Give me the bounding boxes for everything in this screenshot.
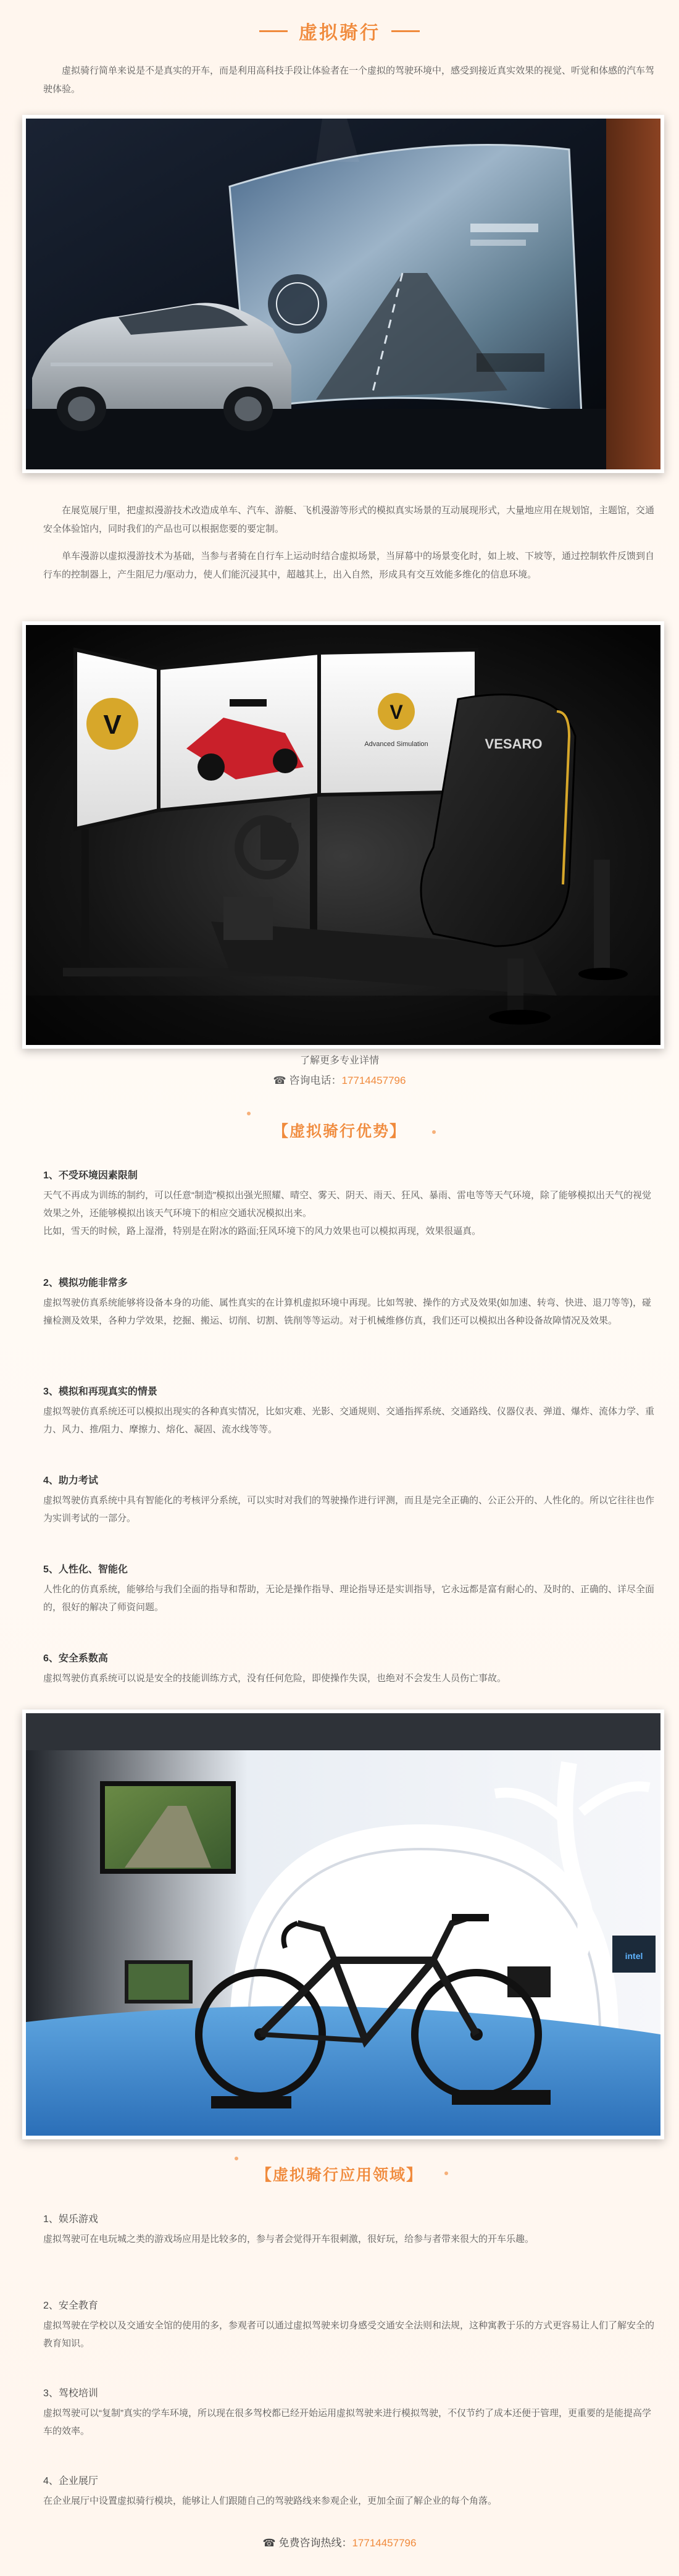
sim-logo-subtitle: Advanced Simulation xyxy=(364,740,428,748)
title-line-left xyxy=(259,30,288,32)
phone-line xyxy=(0,1072,679,1087)
application-title: 2、安全教育 xyxy=(43,2301,98,2311)
page-title-text: 虚拟骑行 xyxy=(299,23,380,43)
application-item xyxy=(43,2385,654,2440)
heading-deco-dot xyxy=(247,1112,251,1115)
footer-phone-number[interactable]: 17714457796 xyxy=(352,2537,417,2549)
phone-label: 咨询电话： xyxy=(289,1075,342,1086)
applications-heading: 【虚拟骑行应用领域】 xyxy=(256,2167,423,2184)
phone-icon: ☎ xyxy=(262,2537,276,2549)
sim-logo-left: V xyxy=(103,710,122,740)
application-body: 虚拟驾驶可以“复制”真实的学车环境，所以现在很多驾校都已经开始运用虚拟驾驶来进行模拟驾驶，不仅节约了成本还便于管理，更重要的是能提高学车的效率。 xyxy=(43,2408,651,2436)
title-line-right xyxy=(391,30,420,32)
application-title: 4、企业展厅 xyxy=(43,2476,98,2486)
advantage-body xyxy=(43,1186,654,1240)
application-item xyxy=(43,2473,654,2510)
advantage-body: 虚拟驾驶仿真系统中具有智能化的考核评分系统，可以实时对我们的驾驶操作进行评测，而且是完全正确的、公正公开的、人性化的。所以它往往也作为实训考试的一部分。 xyxy=(43,1495,655,1524)
bike-exhibition-illustration xyxy=(26,1713,660,2136)
advantages-heading: 【虚拟骑行优势】 xyxy=(272,1123,406,1140)
application-title: 1、娱乐游戏 xyxy=(43,2214,98,2225)
application-body: 虚拟驾驶可在电玩城之类的游戏场应用是比较多的，参与者会觉得开车很刺激，很好玩，给参与者带来很大的开车乐趣。 xyxy=(43,2234,535,2244)
tv-brand-text: intel xyxy=(625,1951,643,1961)
sim-logo-right: V xyxy=(389,701,403,723)
advantage-item xyxy=(43,1383,654,1438)
advantage-item xyxy=(43,1167,654,1240)
phone-icon: ☎ xyxy=(273,1075,286,1086)
application-item xyxy=(43,2297,654,2352)
advantage-title: 2、模拟功能非常多 xyxy=(43,1278,128,1288)
advantage-body: 虚拟驾驶仿真系统能够将设备本身的功能、属性真实的在计算机虚拟环境中再现。比如驾驶、操作的方式及效果(如加速、转弯、快进、退刀等等)，碰撞检测及效果，各种力学效果，挖掘、搬运、切削、切割、铣削等等运动。对于机械维修仿真，我们还可以模拟出各种设备故障情况及效果。 xyxy=(43,1298,651,1326)
car-simulator-illustration xyxy=(26,119,660,469)
application-body: 在企业展厅中设置虚拟骑行模块，能够让人们跟随自己的驾驶路线来参观企业，更加全面了解企业的每个角落。 xyxy=(43,2496,498,2506)
photo-car-simulator xyxy=(22,115,664,473)
advantage-item xyxy=(43,1472,654,1527)
advantage-body: 人性化的仿真系统，能够给与我们全面的指导和帮助，无论是操作指导、理论指导还是实训指导，它永远都是富有耐心的、及时的、正确的、详尽全面的，很好的解决了师资问题。 xyxy=(43,1584,655,1613)
application-item xyxy=(43,2211,654,2248)
learn-more-caption: 了解更多专业详情 xyxy=(299,1055,379,1066)
advantage-item xyxy=(43,1650,654,1687)
advantage-title: 3、模拟和再现真实的情景 xyxy=(43,1387,157,1397)
phone-number[interactable]: 17714457796 xyxy=(341,1075,406,1086)
advantage-title: 4、助力考试 xyxy=(43,1475,98,1486)
footer-hotline xyxy=(0,2534,679,2549)
photo-bike-exhibition xyxy=(22,1710,664,2139)
advantage-title: 1、不受环境因素限制 xyxy=(43,1170,138,1181)
advantage-body: 虚拟驾驶仿真系统可以说是安全的技能训练方式，没有任何危险，即使操作失误，也绝对不会发生人员伤亡事故。 xyxy=(43,1673,507,1684)
advantage-item xyxy=(43,1275,654,1330)
seat-brand-text: VESARO xyxy=(485,736,543,752)
heading-deco-dot xyxy=(235,2157,238,2160)
application-title: 3、驾校培训 xyxy=(43,2388,98,2399)
bike-roaming-paragraph: 单车漫游以虚拟漫游技术为基础，当参与者骑在自行车上运动时结合虚拟场景，当屏幕中的场景变化时，如上坡、下坡等，通过控制软件反馈到自行车的控制器上，产生阻尼力/驱动力，使人们能沉浸其中，超越其上，出入自然，形成具有交互效能多维化的信息环境。 xyxy=(43,551,655,580)
advantage-item xyxy=(43,1561,654,1616)
advantage-body: 虚拟驾驶仿真系统还可以模拟出现实的各种真实情况，比如灾难、光影、交通规则、交通指挥系统、交通路线、仪器仪表、弹道、爆炸、流体力学、重力、风力、推/阻力、摩擦力、熔化、凝固、流水线等等。 xyxy=(43,1406,655,1435)
advantage-title: 6、安全系数高 xyxy=(43,1653,108,1664)
photo-racing-rig xyxy=(22,621,664,1049)
application-body: 虚拟驾驶在学校以及交通安全馆的使用的多，参观者可以通过虚拟驾驶来切身感受交通安全法则和法规，这种寓教于乐的方式更容易让人们了解安全的教育知识。 xyxy=(43,2320,655,2349)
racing-rig-illustration xyxy=(26,625,660,1045)
exhibition-paragraph: 在展览展厅里，把虚拟漫游技术改造成单车、汽车、游艇、飞机漫游等形式的模拟真实场景的互动展现形式，大量地应用在规划馆，主题馆，交通安全体验馆内，同时我们的产品也可以根据您要的要定制。 xyxy=(43,505,655,534)
advantage-title: 5、人性化、智能化 xyxy=(43,1564,128,1575)
advantage-body-text: 天气不再成为训练的制约，可以任意“制造”模拟出强光照耀、晴空、雾天、阴天、雨天、狂风、暴雨、雷电等等天气环境，除了能够模拟出天气的视觉效果之外，还能够模拟出该天气环境下的相应交通状况模拟出来。 比如，雪天的时候，路上湿滑，特别是在附冰的路面;狂风环境下的风力效果也可以模拟再现，效果很逼真。 xyxy=(43,1190,651,1236)
intro-paragraph: 虚拟骑行简单来说是不是真实的开车，而是利用高科技手段让体验者在一个虚拟的驾驶环境中，感受到接近真实效果的视觉、听觉和体感的汽车驾驶体验。 xyxy=(43,65,655,94)
footer-label: 免费咨询热线： xyxy=(278,2537,352,2549)
page-title xyxy=(0,17,679,44)
